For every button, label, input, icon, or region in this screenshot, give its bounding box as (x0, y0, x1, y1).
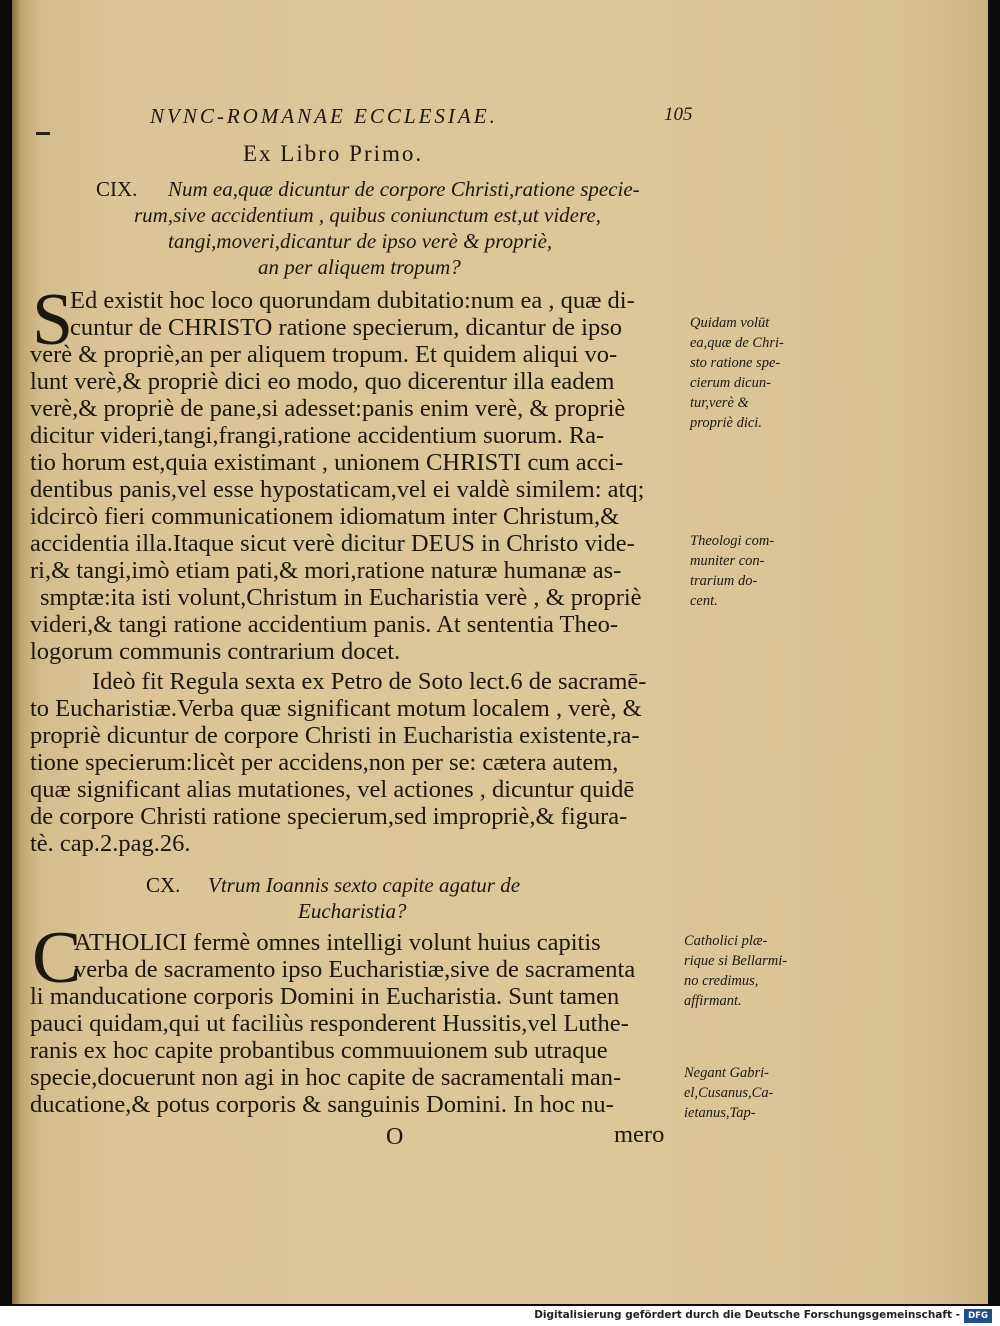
question-109-line: tangi,moveri,dicantur de ipso verè & propriè, (168, 229, 553, 253)
paragraph-1-line: Ed existit hoc loco quorundam dubitatio:num ea , quæ di- (70, 287, 635, 314)
marginal-note-line: affirmant. (684, 993, 742, 1009)
marginal-note-line: Quidam volūt (690, 315, 770, 331)
paragraph-1-line: ri,& tangi,imò etiam pati,& mori,ratione naturæ humanæ as- (30, 557, 622, 584)
marginal-note-line: Catholici plæ- (684, 933, 768, 949)
paragraph-3-line: specie,docuerunt non agi in hoc capite de sacramentali man- (30, 1064, 622, 1091)
question-109-line: an per aliquem tropum? (258, 255, 461, 279)
marginal-note-line: trarium do- (690, 573, 758, 589)
paragraph-1-line: dicitur videri,tangi,frangi,ratione accidentium suorum. Ra- (30, 422, 605, 449)
running-header: NVNC-ROMANAE ECCLESIAE. (150, 104, 498, 128)
marginal-note-line: cierum dicun- (690, 375, 771, 391)
marginal-note-line: el,Cusanus,Ca- (684, 1085, 774, 1101)
funding-credit: Digitalisierung gefördert durch die Deutsche Forschungsgemeinschaft - (534, 1309, 960, 1321)
paragraph-1-line: verè,& propriè de pane,si adesset:panis enim verè, & propriè (30, 395, 626, 422)
marginal-note-line: ea,quæ de Chri- (690, 335, 784, 351)
paragraph-3-line: ATHOLICI fermè omnes intelligi volunt huius capitis (74, 929, 601, 956)
paragraph-1-line: dentibus panis,vel esse hypostaticam,vel ei valdè similem: atq; (30, 476, 645, 503)
paragraph-3-line: verba de sacramento ipso Eucharistiæ,sive de sacramenta (74, 956, 636, 983)
marginal-note (684, 1063, 773, 1123)
question-110-number: CX. (146, 873, 181, 897)
marginal-note (690, 531, 774, 611)
paragraph-2-line: Ideò fit Regula sexta ex Petro de Soto lect.6 de sacramē- (92, 668, 647, 695)
paragraph-3-line: pauci quidam,qui ut faciliùs responderent Hussitis,vel Luthe- (30, 1010, 629, 1037)
marginal-note-line: tur,verè & (690, 395, 749, 411)
paragraph-2-line: tione specierum:licèt per accidens,non per se: cætera autem, (30, 749, 619, 776)
paragraph-2-line: propriè dicuntur de corpore Christi in Eucharistia existente,ra- (30, 722, 640, 749)
marginal-note-line: ietanus,Tap- (684, 1105, 756, 1121)
marginal-note-line: cent. (690, 593, 718, 609)
paragraph-2-line: quæ significant alias mutationes, vel actiones , dicuntur quidē (30, 776, 635, 803)
marginal-note (684, 931, 787, 1011)
marginal-note (690, 313, 784, 433)
question-109-number: CIX. (96, 177, 138, 201)
drop-cap-s: S (32, 279, 74, 361)
paragraph-1-line: accidentia illa.Itaque sicut verè dicitur DEUS in Christo vide- (30, 530, 635, 557)
catchword: mero (614, 1121, 665, 1148)
paragraph-1-line: cuntur de CHRISTO ratione specierum, dicantur de ipso (70, 314, 623, 341)
paragraph-1-line: lunt verè,& propriè dici eo modo, quo dicerentur illa eadem (30, 368, 615, 395)
paragraph-3-line: ranis ex hoc capite probantibus commuuionem sub utraque (30, 1037, 608, 1064)
section-subtitle: Ex Libro Primo. (243, 141, 424, 166)
paragraph-2-line: de corpore Christi ratione specierum,sed impropriè,& figura- (30, 803, 628, 830)
paragraph-1-line: smptæ:ita isti volunt,Christum in Eucharistia verè , & propriè (40, 584, 642, 611)
paragraph-3-line: ducatione,& potus corporis & sanguinis Domini. In hoc nu- (30, 1091, 614, 1118)
ink-mark (36, 132, 50, 135)
marginal-note-line: no credimus, (684, 973, 759, 989)
paragraph-1-line: logorum communis contrarium docet. (30, 638, 401, 665)
question-109-line: Num ea,quæ dicuntur de corpore Christi,ratione specie- (168, 177, 640, 201)
paragraph-1-line: tio horum est,quia existimant , unionem CHRISTI cum acci- (30, 449, 624, 476)
paragraph-2-line: tè. cap.2.pag.26. (30, 830, 191, 857)
marginal-note-line: propriè dici. (690, 415, 762, 431)
page-number: 105 (664, 104, 693, 125)
paragraph-1-line: verè & propriè,an per aliquem tropum. Et quidem aliqui vo- (30, 341, 618, 368)
marginal-note-line: Theologi com- (690, 533, 775, 549)
paragraph-1-line: idcircò fieri communicationem idiomatum inter Christum,& (30, 503, 620, 530)
book-page (12, 0, 988, 1304)
paragraph-1-line: videri,& tangi ratione accidentium panis. At sententia Theo- (30, 611, 619, 638)
paragraph-2-line: to Eucharistiæ.Verba quæ significant motum localem , verè, & (30, 695, 642, 722)
dfg-logo: DFG (964, 1309, 992, 1323)
marginal-note-line: muniter con- (690, 553, 765, 569)
footer-bar (0, 1306, 1000, 1326)
marginal-note-line: Negant Gabri- (684, 1065, 769, 1081)
drop-cap-c: C (32, 917, 82, 999)
question-110-line: Eucharistia? (298, 899, 407, 923)
question-109-line: rum,sive accidentium , quibus coniunctum est,ut videre, (134, 203, 601, 227)
page-gutter-shadow (12, 0, 22, 1304)
marginal-note-line: rique si Bellarmi- (684, 953, 788, 969)
marginal-note-line: sto ratione spe- (690, 355, 781, 371)
paragraph-3-line: li manducatione corporis Domini in Eucharistia. Sunt tamen (30, 983, 620, 1010)
question-110-line: Vtrum Ioannis sexto capite agatur de (208, 873, 521, 897)
signature-mark: O (386, 1124, 404, 1150)
